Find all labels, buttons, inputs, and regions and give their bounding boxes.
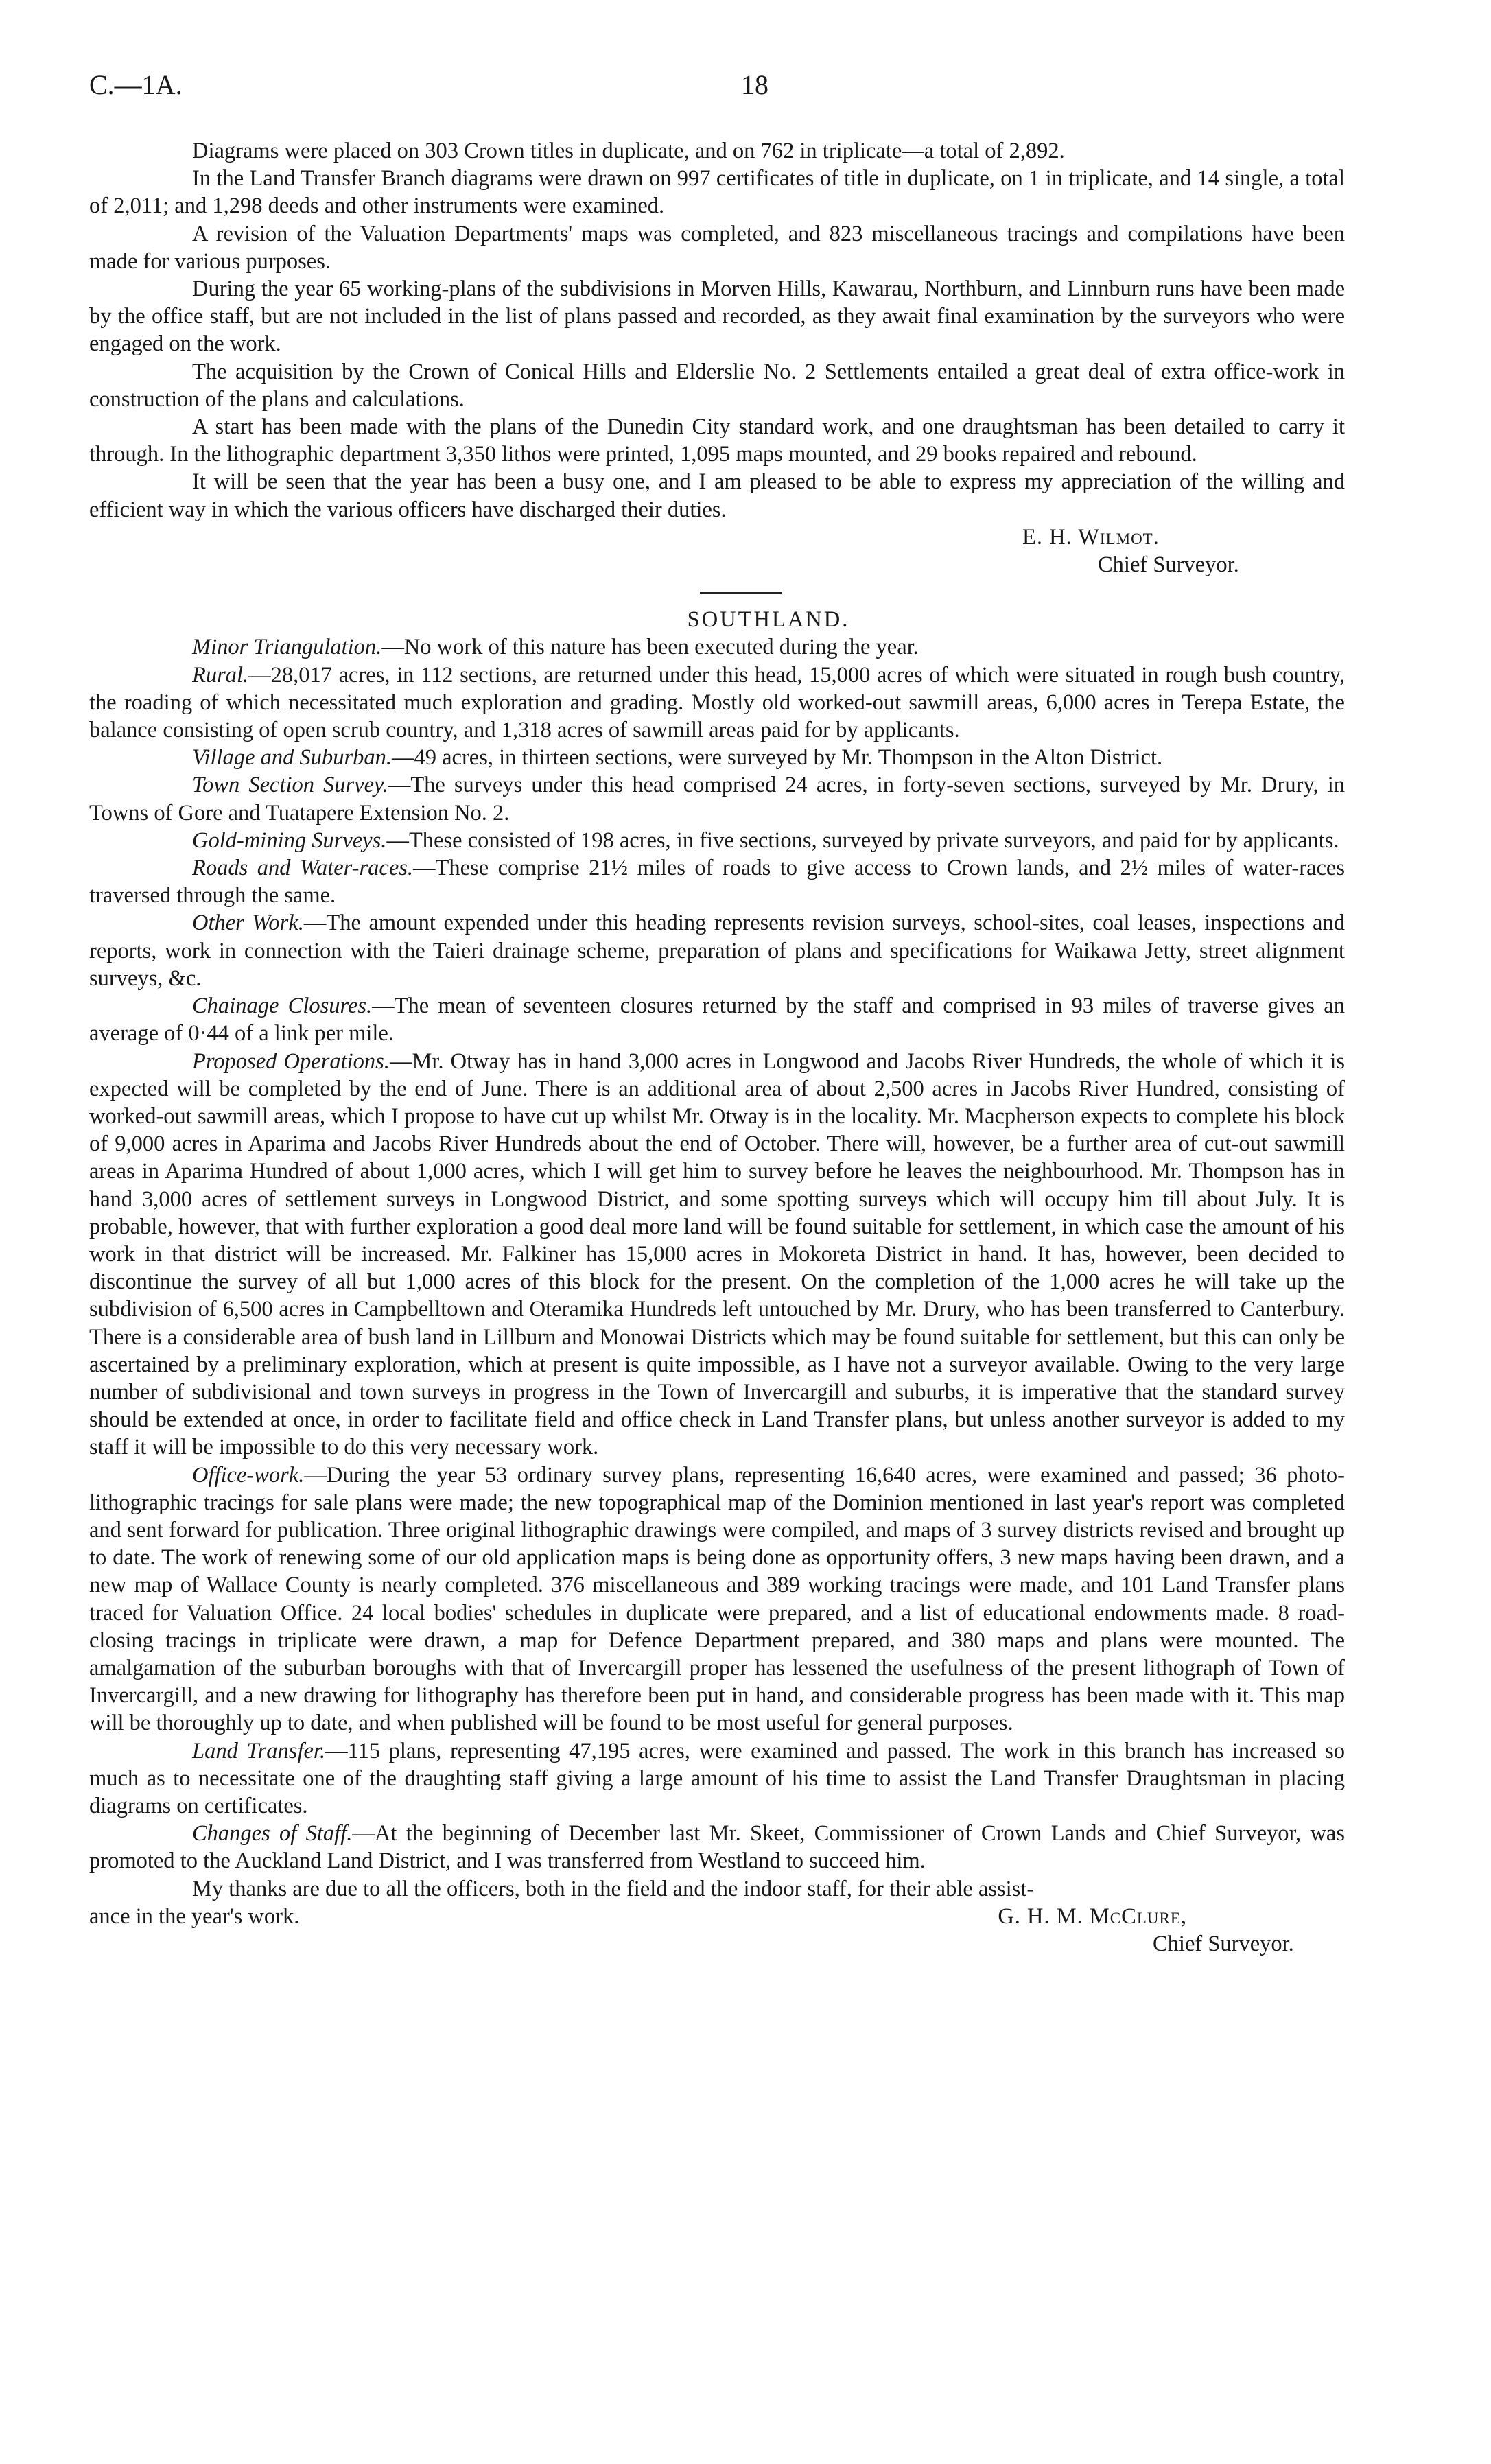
otago-paragraph: Diagrams were placed on 303 Crown titles in duplicate, and on 762 in triplicate—a total of 2,892. — [192, 139, 1065, 163]
paragraph-lead: Gold-mining Surveys. — [192, 828, 387, 853]
southland-paragraph — [89, 771, 1345, 826]
paragraph-lead: Village and Suburban. — [192, 745, 392, 771]
southland-paragraph — [89, 1048, 1345, 1462]
southland-signature-name: G. H. M. McClure, — [998, 1903, 1187, 1929]
southland-paragraph — [89, 827, 1345, 854]
paragraph-lead: Chainage Closures. — [192, 994, 373, 1019]
southland-paragraph — [89, 633, 1345, 661]
otago-paragraph: During the year 65 working-plans of the subdivisions in Morven Hills, Kawarau, Northburn, and Linnburn runs have been made by the office staff, but are not included in the list of plans passed and recorded, as they await final examination by the surveyors who were engaged on the work. — [89, 277, 1345, 357]
page-header — [89, 69, 1345, 110]
paragraph-body: —At the beginning of December last Mr. Skeet, Commissioner of Crown Lands and Chief Surveyor, was promoted to the Auckland Land District, and I was transferred from Westland to succeed him. — [89, 1821, 1346, 1874]
paragraph-lead: Roads and Water-races. — [192, 856, 414, 881]
otago-paragraph: The acquisition by the Crown of Conical Hills and Elderslie No. 2 Settlements entailed a great deal of extra office-work in construction of the plans and calculations. — [89, 359, 1345, 412]
southland-signature-title: Chief Surveyor. — [1153, 1932, 1294, 1956]
otago-paragraph: A revision of the Valuation Departments' maps was completed, and 823 miscellaneous tracings and compilations have been made for various purposes. — [89, 221, 1345, 274]
section-divider — [89, 578, 1345, 606]
paragraph-body: —49 acres, in thirteen sections, were surveyed by Mr. Thompson in the Alton District. — [391, 745, 1163, 771]
otago-signature-name: E. H. Wilmot. — [1022, 524, 1160, 550]
paragraph-body: —The mean of seventeen closures returned by the staff and comprised in 93 miles of traverse gives an average of 0·44 of a link per mile. — [89, 994, 1345, 1046]
southland-paragraph — [89, 1462, 1345, 1737]
paragraph-lead: Office-work. — [192, 1462, 305, 1488]
paragraph-lead: Minor Triangulation. — [192, 635, 382, 660]
otago-paragraph: In the Land Transfer Branch diagrams were drawn on 997 certificates of title in duplicate, on 1 in triplicate, and 14 single, a total of 2,011; and 1,298 deeds and other instruments were examined. — [89, 166, 1345, 219]
southland-paragraph — [89, 661, 1345, 744]
paragraph-body: —These consisted of 198 acres, in five sections, surveyed by private surveyors, and paid for by applicants. — [386, 828, 1339, 853]
closing-signature-row — [89, 1903, 1345, 1930]
report-reference: C.—1A. — [89, 69, 183, 100]
closing-line: My thanks are due to all the officers, both in the field and the indoor staff, for their able assist- — [192, 1876, 1035, 1901]
paragraph-body: —The surveys under this head comprised 24 acres, in forty-seven sections, surveyed by Mr. Drury, in Towns of Gore and Tuatapere Extension No. 2. — [89, 773, 1345, 825]
paragraph-body: —During the year 53 ordinary survey plans, representing 16,640 acres, were examined and passed; 36 photo-lithographic tracings for sale plans were made; the new topographical map of the Dominion mentioned in last year's report was completed and sent forward for publication. Three original lithographic drawings were compiled, and maps of 3 survey districts revised and brought up to date. The work of renewing some of our old application maps is being done as opportunity offers, 3 new maps having been drawn, and a new map of Wallace County is nearly completed. 376 miscellaneous and 389 working tracings were made, and 101 Land Transfer plans traced for Valuation Office. 24 local bodies' schedules in duplicate were prepared, and a list of educational endowments made. 8 road-closing tracings in triplicate were drawn, a map for Defence Department prepared, and 380 maps and plans were mounted. The amalgamation of the suburban boroughs with that of Invercargill proper has lessened the usefulness of the present lithograph of Town of Invercargill, and a new drawing for lithography has therefore been put in hand, and considerable progress has been made with it. This map will be thoroughly up to date, and when published will be found to be most useful for general purposes. — [89, 1462, 1345, 1736]
paragraph-body: —No work of this nature has been executed during the year. — [381, 635, 919, 660]
paragraph-lead: Changes of Staff. — [192, 1821, 353, 1846]
southland-paragraph — [89, 854, 1345, 909]
southland-paragraph — [89, 1820, 1345, 1875]
otago-paragraph: A start has been made with the plans of the Dunedin City standard work, and one draughtsman has been detailed to carry it through. In the lithographic department 3,350 lithos were printed, 1,095 maps mounted, and 29 books repaired and rebound. — [89, 414, 1345, 467]
page-number: 18 — [741, 69, 768, 100]
paragraph-body: —Mr. Otway has in hand 3,000 acres in Longwood and Jacobs River Hundreds, the whole of which it is expected will be completed by the end of June. There is an additional area of about 2,500 acres in Jacobs River Hundred, consisting of worked-out sawmill areas, which I propose to have cut up whilst Mr. Otway is in the locality. Mr. Macpherson expects to complete his block of 9,000 acres in Aparima and Jacobs River Hundreds about the end of October. There will, however, be a further area of cut-out sawmill areas in Aparima Hundred of about 1,000 acres, which I will get him to survey before he leaves the neighbourhood. Mr. Thompson has in hand 3,000 acres of settlement surveys in Longwood District, and some spotting surveys which will occupy him till about July. It is probable, however, that with further exploration a good deal more land will be found suitable for settlement, in which case the amount of his work in that district will be increased. Mr. Falkiner has 15,000 acres in Mokoreta District in hand. It has, however, been decided to discontinue the survey of all but 1,000 acres of this block for the present. On the completion of the 1,000 acres he will take up the subdivision of 6,500 acres in Campbelltown and Oteramika Hundreds left untouched by Mr. Drury, who has been transferred to Canterbury. There is a considerable area of bush land in Lillburn and Monowai Districts which may be found suitable for settlement, but this can only be ascertained by a preliminary exploration, which at present is quite impossible, as I have not a surveyor available. Owing to the very large number of subdivisional and town surveys in progress in the Town of Invercargill and suburbs, it is imperative that the standard survey should be extended at once, in order to facilitate field and office check in Land Transfer plans, but unless another surveyor is added to my staff it will be impossible to do this very necessary work. — [89, 1048, 1345, 1460]
page-body — [89, 137, 1345, 1958]
paragraph-body: —28,017 acres, in 112 sections, are returned under this head, 15,000 acres of which were situated in rough bush country, the roading of which necessitated much exploration and grading. Mostly old worked-out sawmill areas, 6,000 acres in Terepa Estate, the balance consisting of open scrub country, and 1,318 acres of sawmill areas paid for by applicants. — [89, 662, 1345, 743]
southland-paragraph — [89, 909, 1345, 992]
southland-paragraph — [89, 744, 1345, 771]
paragraph-lead: Land Transfer. — [192, 1738, 326, 1763]
paragraph-body: —115 plans, representing 47,195 acres, were examined and passed. The work in this branch has increased so much as to necessitate one of the draughting staff giving a large amount of his time to assist the Land Transfer Draughtsman in placing diagrams on certificates. — [89, 1738, 1345, 1818]
paragraph-lead: Town Section Survey. — [192, 773, 388, 798]
southland-paragraph — [89, 1737, 1345, 1820]
paragraph-lead: Other Work. — [192, 911, 304, 936]
paragraph-body: —The amount expended under this heading represents revision surveys, school-sites, coal leases, inspections and reports, work in connection with the Taieri drainage scheme, preparation of plans and specifications for Waikawa Jetty, street alignment surveys, &c. — [89, 911, 1345, 991]
paragraph-lead: Proposed Operations. — [192, 1048, 390, 1074]
southland-paragraph — [89, 992, 1345, 1047]
otago-paragraph: It will be seen that the year has been a busy one, and I am pleased to be able to express my appreciation of the willing and efficient way in which the various officers have discharged their duties. — [89, 469, 1345, 522]
closing-line-continued: ance in the year's work. — [89, 1903, 300, 1929]
paragraph-body: —These comprise 21½ miles of roads to give access to Crown lands, and 2½ miles of water-races traversed through the same. — [89, 856, 1345, 908]
otago-signature-title: Chief Surveyor. — [1098, 552, 1239, 578]
section-heading-southland: SOUTHLAND. — [687, 607, 850, 633]
paragraph-lead: Rural. — [192, 662, 249, 688]
